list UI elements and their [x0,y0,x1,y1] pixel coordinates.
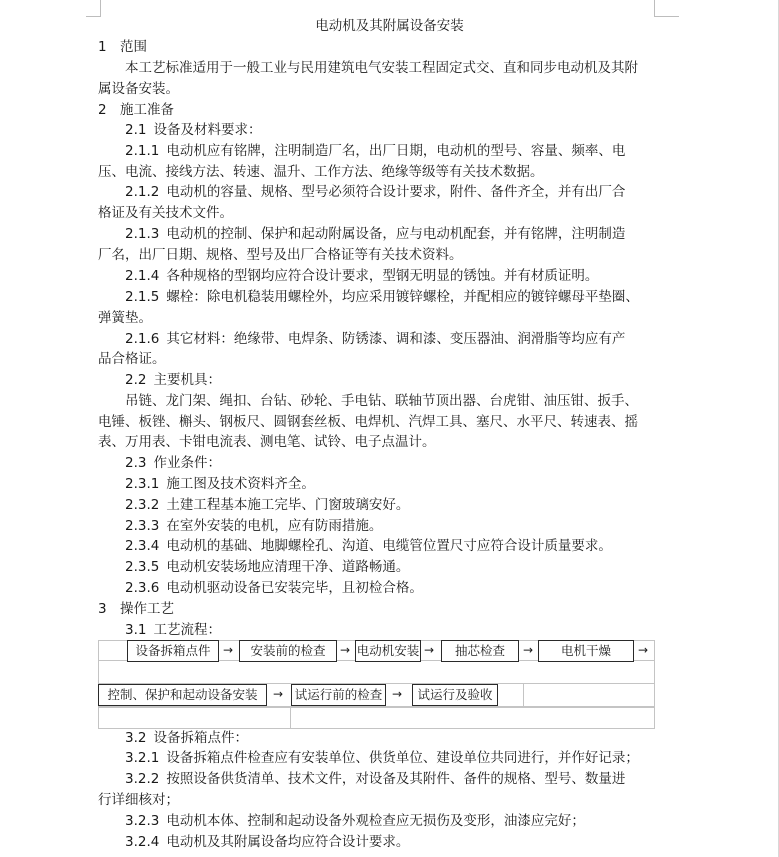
document-title: 电动机及其附属设备安装 [315,18,464,34]
flow-step-pre-install-check: 安装前的检查 [239,640,337,662]
clause-number: 2.3.1 [125,476,160,492]
clause-2-1-5 [125,287,639,307]
flow-step-control-protection-install: 控制、保护和起动设备安装 [98,684,267,706]
clause-number: 2.1.3 [125,226,160,242]
clause-text: 施工图及技术资料齐全。 [166,476,315,492]
clause-text: 螺栓：除电机稳装用螺栓外，均应采用镀锌螺栓，并配相应的镀锌螺母平垫圈、 [166,289,639,305]
clause-2-1-1 [125,141,625,161]
arrow-right-icon: → [340,643,351,657]
clause-text: 电动机安装场地应清理干净、道路畅通。 [166,559,410,575]
clause-number: 2.3.3 [125,518,160,534]
arrow-right-icon: → [392,687,403,701]
clause-text: 设备拆箱点件检查应有安装单位、供货单位、建设单位共同进行，并作好记录； [166,750,639,766]
subsection-title: 作业条件： [153,455,221,471]
arrow-right-icon: → [424,643,435,657]
flow-step-motor-install: 电动机安装 [355,640,421,662]
subsection-heading-2-3 [125,453,221,473]
subsection-heading-3-1 [125,620,221,640]
clause-3-2-1 [125,748,639,768]
clause-text: 各种规格的型钢均应符合设计要求，型钢无明显的锈蚀。并有材质证明。 [166,268,599,284]
section-heading-2 [98,100,174,120]
clause-number: 3.2.1 [125,750,160,766]
clause-text: 电动机的控制、保护和起动附属设备，应与电动机配套，并有铭牌，注明制造 [166,226,626,242]
subsection-number: 2.3 [125,455,147,471]
clause-continuation: 弹簧垫。 [98,310,152,326]
clause-number: 2.1.6 [125,331,160,347]
clause-number: 2.3.5 [125,559,160,575]
subsection-title: 主要机具： [153,372,221,388]
clause-continuation: 压、电流、接线方法、转速、温升、工作方法、绝缘等级等有关技术数据。 [98,164,544,180]
clause-text: 电动机及其附属设备均应符合设计要求。 [166,834,410,850]
flow-row-frame [98,707,655,729]
clause-text: 电动机的基础、地脚螺栓孔、沟道、电缆管位置尺寸应符合设计质量要求。 [166,538,612,554]
clause-continuation: 品合格证。 [98,351,166,367]
clause-text: 电动机的容量、规格、型号必须符合设计要求，附件、备件齐全，并有出厂合 [166,184,626,200]
process-flow-chart [98,640,655,730]
flow-step-unpacking: 设备拆箱点件 [127,640,219,662]
section-title: 操作工艺 [120,601,174,617]
subsection-number: 3.1 [125,622,147,638]
clause-continuation: 格证及有关技术文件。 [98,205,233,221]
clause-number: 2.1.1 [125,143,160,159]
clause-number: 2.3.4 [125,538,160,554]
subsection-title: 设备及材料要求： [153,122,262,138]
clause-text: 电动机本体、控制和起动设备外观检查应无损伤及变形，油漆应完好； [166,813,585,829]
clause-2-1-4 [125,266,598,286]
flow-step-motor-drying: 电机干燥 [538,640,634,662]
arrow-right-icon: → [223,643,234,657]
clause-number: 2.1.5 [125,289,160,305]
clause-continuation: 行详细核对； [98,792,179,808]
clause-2-1-2 [125,182,625,202]
crop-mark-top-right [654,0,679,17]
clause-2-1-6 [125,329,625,349]
section-number: 2 [98,102,107,118]
flow-step-core-check: 抽芯检查 [441,640,519,662]
clause-2-3-2 [125,495,409,515]
clause-2-3-4 [125,536,612,556]
arrow-right-icon: → [638,643,649,657]
subsection-number: 2.1 [125,122,147,138]
clause-2-1-3 [125,224,625,244]
clause-number: 3.2.3 [125,813,160,829]
clause-text: 在室外安装的电机，应有防雨措施。 [166,518,383,534]
clause-number: 2.3.6 [125,580,160,596]
section-heading-3 [98,599,174,619]
flow-row-gap [98,661,655,683]
paragraph-line: 表、万用表、卡钳电流表、测电笔、试铃、电子点温计。 [98,434,436,450]
clause-number: 2.1.2 [125,184,160,200]
clause-number: 3.2.4 [125,834,160,850]
clause-2-3-3 [125,516,382,536]
grid-line [290,707,291,729]
section-heading-1 [98,37,147,57]
clause-text: 按照设备供货清单、技术文件，对设备及其附件、备件的规格、型号、数量进 [166,771,626,787]
paragraph-line: 本工艺标准适用于一般工业与民用建筑电气安装工程固定式交、直和同步电动机及其附 [125,60,638,76]
paragraph-line: 吊链、龙门架、绳扣、台钻、砂轮、手电钻、联轴节顶出器、台虎钳、油压钳、扳手、 [125,393,638,409]
subsection-title: 设备拆箱点件： [153,730,248,746]
clause-2-3-5 [125,557,409,577]
clause-number: 2.1.4 [125,268,160,284]
clause-number: 3.2.2 [125,771,160,787]
flow-step-pre-trial-check: 试运行前的检查 [291,684,386,706]
clause-2-3-6 [125,578,423,598]
clause-text: 其它材料：绝缘带、电焊条、防锈漆、调和漆、变压器油、润滑脂等均应有产 [166,331,626,347]
arrow-right-icon: → [523,643,534,657]
clause-2-3-1 [125,474,315,494]
clause-text: 电动机应有铭牌，注明制造厂名，出厂日期，电动机的型号、容量、频率、电 [166,143,626,159]
clause-continuation: 厂名，出厂日期、规格、型号及出厂合格证等有关技术资料。 [98,247,463,263]
flow-step-trial-run-acceptance: 试运行及验收 [412,684,498,706]
grid-line [523,683,524,707]
section-title: 施工准备 [120,102,174,118]
clause-3-2-4 [125,832,409,852]
paragraph-line: 属设备安装。 [98,81,179,97]
section-title: 范围 [120,39,147,55]
section-number: 1 [98,39,107,55]
clause-text: 土建工程基本施工完毕、门窗玻璃安好。 [166,497,410,513]
subsection-number: 2.2 [125,372,147,388]
subsection-heading-2-2 [125,370,221,390]
paragraph-line: 电锤、板锉、槲头、钢板尺、圆钢套丝板、电焊机、汽焊工具、塞尺、水平尺、转速表、摇 [98,414,638,430]
subsection-heading-2-1 [125,120,261,140]
section-number: 3 [98,601,107,617]
clause-3-2-3 [125,811,585,831]
clause-3-2-2 [125,769,625,789]
subsection-title: 工艺流程： [153,622,221,638]
clause-text: 电动机驱动设备已安装完毕，且初检合格。 [166,580,423,596]
subsection-heading-3-2 [125,728,248,748]
subsection-number: 3.2 [125,730,147,746]
clause-number: 2.3.2 [125,497,160,513]
crop-mark-top-left [86,0,101,17]
arrow-right-icon: → [273,687,284,701]
